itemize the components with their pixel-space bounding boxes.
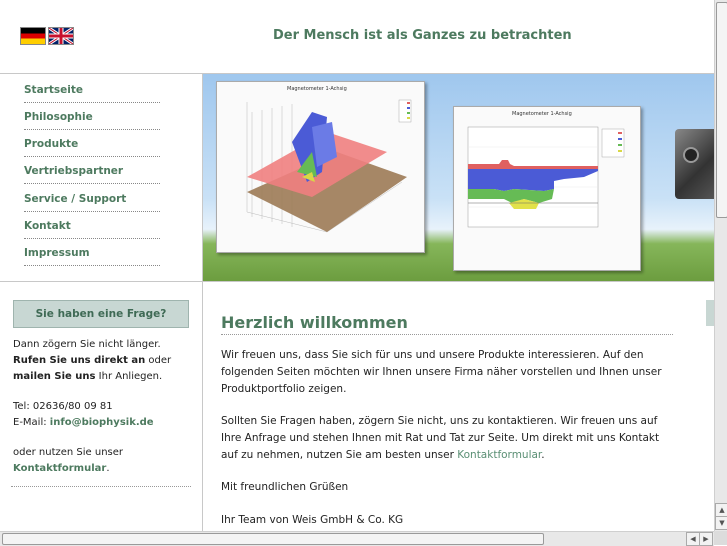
device-image [675,129,714,199]
mail-bold: mailen Sie uns [13,371,96,382]
contact-paragraph [221,413,676,464]
nav-item-impressum[interactable]: Impressum [24,247,160,266]
nav-item-service-support[interactable]: Service / Support [24,193,160,212]
banner-divider [0,281,714,282]
sidebar-contact-form-link[interactable]: Kontaktformular [13,463,107,474]
nav-item-philosophie[interactable]: Philosophie [24,111,160,130]
main-contact-form-link[interactable]: Kontaktformular [457,449,542,461]
chart1-title: Magnetometer 1-Achsig [287,86,347,92]
greeting: Mit freundlichen Grüßen [221,481,349,493]
intro-paragraph: Wir freuen uns, dass Sie sich für uns und unsere Produkte interessieren. Auf den folgenden Seiten möchten wir Ihnen unsere Firma näher vorstellen und Ihnen unser Produktportfolio zeigen. [221,349,662,395]
page-title: Herzlich willkommen [221,313,408,332]
sidebar-or-use: oder nutzen Sie unser [13,447,124,458]
horizontal-scroll-thumb[interactable] [2,533,544,545]
magnetometer-3d-chart [216,81,425,253]
email-label: E-Mail: [13,417,50,428]
chart2-title: Magnetometer 1-Achsig [512,111,572,117]
sidebar-call-line [13,355,171,366]
sidebar-line-1: Dann zögern Sie nicht länger. [13,339,161,350]
call-rest: oder [145,355,172,366]
sidebar-divider [11,486,191,487]
vertical-scroll-thumb[interactable] [716,2,727,218]
horizontal-scrollbar[interactable] [0,531,714,546]
scroll-up-icon[interactable]: ▲ [715,503,727,517]
header-banner-image [203,74,714,281]
vertical-scrollbar[interactable] [714,0,727,531]
uk-flag-icon[interactable] [48,27,74,45]
magnetometer-2d-chart [453,106,641,271]
header-tagline: Der Mensch ist als Ganzes zu betrachten [273,28,572,43]
header [0,0,714,73]
sidebar-period: . [106,463,110,474]
german-flag-icon[interactable] [20,27,46,45]
contact-paragraph-text: Sollten Sie Fragen haben, zögern Sie nicht, uns zu kontaktieren. Wir freuen uns auf Ihre Anfrage und stehen Ihnen mit Rat und Tat zur Seite. Um direkt mit uns Kontakt auf zu nehmen, nutzen Sie am besten unser [221,415,660,461]
scroll-down-icon[interactable]: ▼ [715,516,727,530]
right-edge-box [706,300,714,326]
nav-item-kontakt[interactable]: Kontakt [24,220,160,239]
contact-paragraph-end: . [541,449,545,461]
sidebar-email-line [13,417,154,428]
title-rule [221,334,673,335]
signature: Ihr Team von Weis GmbH & Co. KG [221,514,404,526]
nav-item-vertriebspartner[interactable]: Vertriebspartner [24,165,160,184]
main-nav [0,74,202,281]
scroll-left-icon[interactable]: ◀ [686,532,700,546]
scrollbar-corner [714,531,727,545]
mail-rest: Ihr Anliegen. [95,371,163,382]
sidebar-phone: Tel: 02636/80 09 81 [13,401,113,412]
scroll-right-icon[interactable]: ▶ [699,532,713,546]
nav-item-produkte[interactable]: Produkte [24,138,160,157]
question-box-title: Sie haben eine Frage? [13,300,189,328]
call-bold: Rufen Sie uns direkt an [13,355,146,366]
sidebar-mail-line [13,371,162,382]
email-link[interactable]: info@biophysik.de [49,417,154,428]
sidebar-contact-line [13,463,110,474]
nav-item-startseite[interactable]: Startseite [24,84,160,103]
